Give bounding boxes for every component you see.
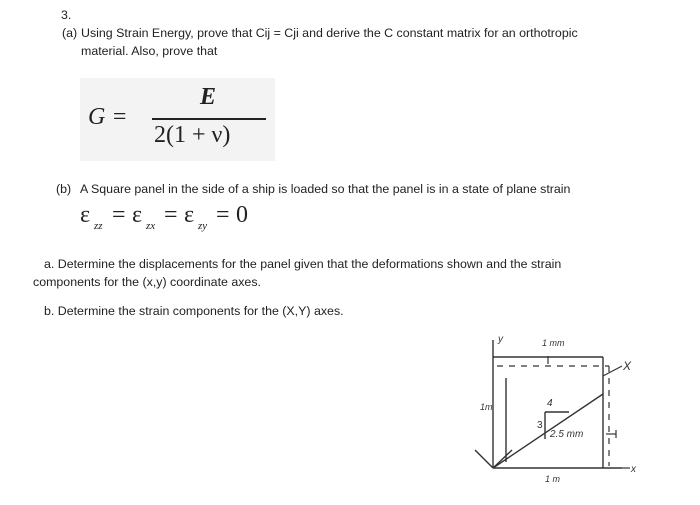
equals-3: = bbox=[216, 202, 230, 228]
deformed-left-edge-b bbox=[493, 450, 512, 468]
task-a-line1: a. Determine the displacements for the panel given that the deformations shown and the strain bbox=[44, 257, 562, 271]
part-a-label: (a) bbox=[62, 26, 78, 40]
equals-1: = bbox=[112, 202, 126, 228]
task-a-line2: components for the (x,y) coordinate axes. bbox=[33, 275, 261, 289]
fig-label-1m-bottom: 1 m bbox=[545, 474, 561, 484]
fig-label-25mm: 2.5 mm bbox=[550, 429, 584, 440]
subscript-zx: zx bbox=[146, 220, 156, 232]
fig-label-3: 3 bbox=[537, 420, 543, 431]
epsilon-zy: ε bbox=[184, 202, 195, 228]
task-b-text: b. Determine the strain components for the (X,Y) axes. bbox=[44, 304, 344, 318]
X-axis-rotated bbox=[603, 366, 622, 376]
part-b-label: (b) bbox=[56, 182, 72, 196]
equals-2: = bbox=[164, 202, 178, 228]
epsilon-zx: ε bbox=[132, 202, 143, 228]
zero: 0 bbox=[236, 202, 248, 228]
panel-deformation-figure bbox=[470, 328, 670, 498]
fig-label-1m: 1m bbox=[480, 402, 493, 412]
fig-label-y: y bbox=[498, 334, 503, 345]
part-a-line1: Using Strain Energy, prove that Cij = Cji and derive the C constant matrix for an orthotropic bbox=[81, 26, 578, 40]
fig-label-4: 4 bbox=[547, 398, 553, 409]
subscript-zz: zz bbox=[94, 220, 103, 232]
deformed-left-edge-a bbox=[475, 450, 493, 468]
problem-number: 3. bbox=[61, 8, 72, 22]
formula-denominator: 2(1 + ν) bbox=[154, 122, 231, 148]
part-b-text: A Square panel in the side of a ship is loaded so that the panel is in a state of plane strain bbox=[80, 182, 571, 196]
formula-numerator: E bbox=[200, 84, 217, 110]
epsilon-zz: ε bbox=[80, 202, 91, 228]
plane-strain-equation bbox=[80, 200, 280, 234]
fig-label-X: X bbox=[623, 359, 632, 373]
part-a-line2: material. Also, prove that bbox=[81, 44, 218, 58]
fraction-bar bbox=[152, 118, 266, 120]
formula-lhs: G = bbox=[88, 104, 128, 130]
fig-label-x: x bbox=[631, 464, 636, 475]
subscript-zy: zy bbox=[198, 220, 208, 232]
shear-modulus-formula bbox=[80, 78, 275, 161]
fig-label-1mm-top: 1 mm bbox=[542, 338, 565, 348]
